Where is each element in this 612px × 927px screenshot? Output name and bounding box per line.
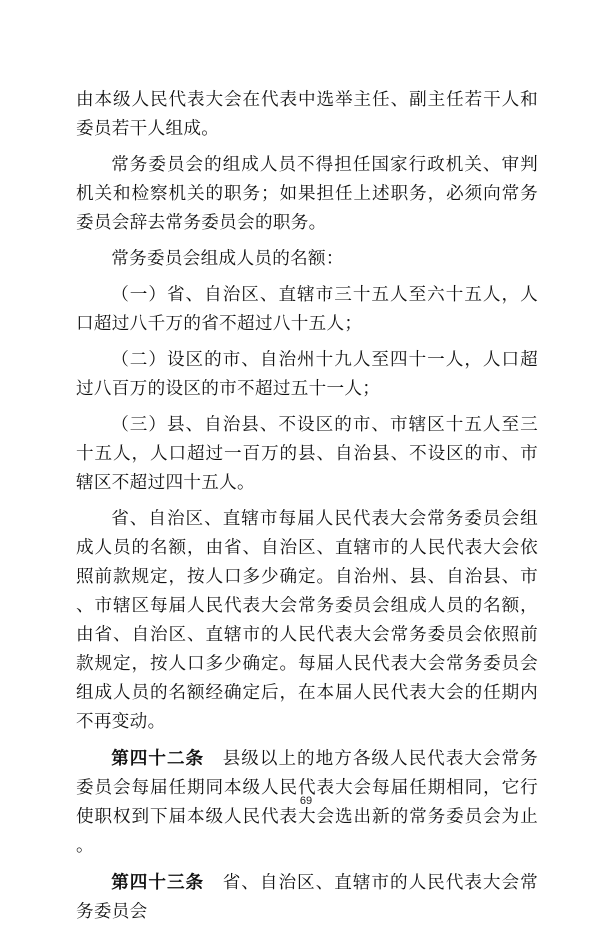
paragraph-continuation: 由本级人民代表大会在代表中选举主任、副主任若干人和委员若干人组成。	[76, 90, 538, 139]
paragraph-no-concurrent-posts: 常务委员会的组成人员不得担任国家行政机关、审判机关和检察机关的职务；如果担任上述职务，必须向常务委员会辞去常务委员会的职务。	[76, 155, 538, 233]
paragraph-quota-determination: 省、自治区、直辖市每届人民代表大会常务委员会组成人员的名额，由省、自治区、直辖市的人民代表大会依照前款规定，按人口多少确定。自治州、县、自治县、市、市辖区每届人民代表大会常务委员会组成人员的名额，由省、自治区、直辖市的人民代表大会常务委员会依照前款规定，按人口多少确定。每届人民代表大会常务委员会组成人员的名额经确定后，在本届人民代表大会的任期内不再变动。	[76, 509, 538, 732]
article-42-text: 县级以上的地方各级人民代表大会常务委员会每届任期同本级人民代表大会每届任期相同，它行使职权到下届本级人民代表大会选出新的常务委员会为止。	[76, 749, 538, 856]
paragraph-quota-heading: 常务委员会组成人员的名额：	[111, 249, 344, 269]
page-number: 69	[299, 795, 313, 807]
article-42-number: 第四十二条	[111, 748, 205, 769]
list-item-province-quota: （一）省、自治区、直辖市三十五人至六十五人，人口超过八千万的省不超过八十五人；	[76, 285, 538, 334]
list-item-city-quota: （二）设区的市、自治州十九人至四十一人，人口超过八百万的设区的市不超过五十一人；	[76, 350, 538, 399]
list-item-county-quota: （三）县、自治县、不设区的市、市辖区十五人至三十五人，人口超过一百万的县、自治县、不设区的市、市辖区不超过四十五人。	[76, 415, 538, 493]
article-43-number: 第四十三条	[111, 872, 205, 893]
article-43-text: 省、自治区、直辖市的人民代表大会常务委员会	[76, 873, 538, 922]
article-43	[76, 868, 538, 927]
